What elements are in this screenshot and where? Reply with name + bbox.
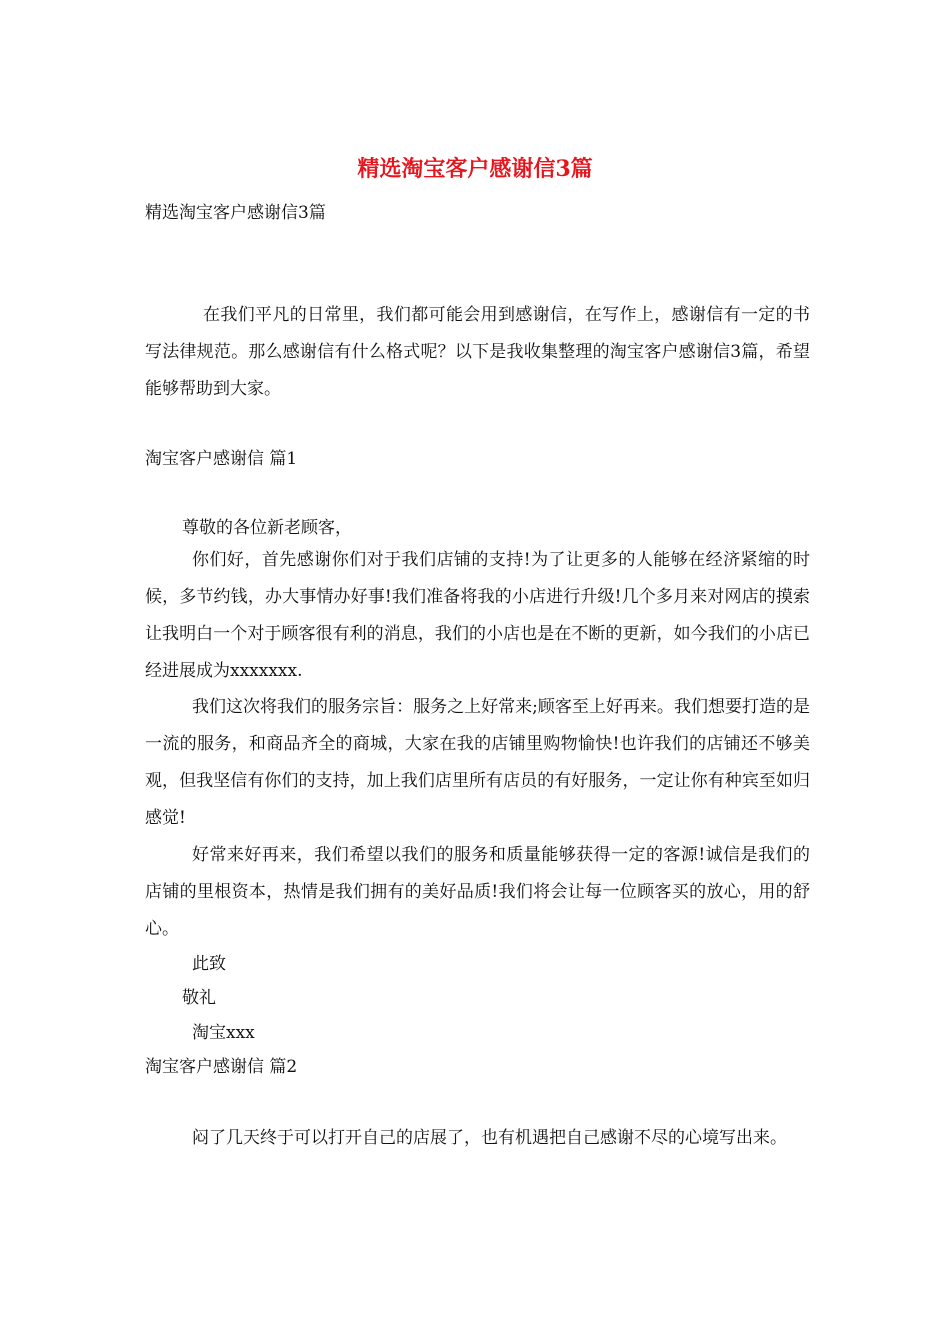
section1-paragraph-2: 我们这次将我们的服务宗旨：服务之上好常来;顾客至上好再来。我们想要打造的是一流的服务，和商品齐全的商城，大家在我的店铺里购物愉快!也许我们的店铺还不够美观，但我坚信有你们的支持，加上我们店里所有店员的有好服务，一定让你有种宾至如归感觉! [145, 697, 810, 828]
section1-paragraph-3: 好常来好再来，我们希望以我们的服务和质量能够获得一定的客源!诚信是我们的店铺的里根资本，热情是我们拥有的美好品质!我们将会让每一位顾客买的放心，用的舒心。 [145, 845, 810, 939]
section1-heading: 淘宝客户感谢信 篇1 [145, 449, 298, 469]
document-title: 精选淘宝客户感谢信3篇 [357, 156, 593, 182]
section1-closing-2: 敬礼 [182, 988, 216, 1008]
document-subtitle: 精选淘宝客户感谢信3篇 [145, 203, 326, 223]
section2-heading: 淘宝客户感谢信 篇2 [145, 1057, 298, 1077]
section1-salutation: 尊敬的各位新老顾客， [182, 518, 352, 538]
section1-closing-1: 此致 [192, 954, 226, 974]
intro-paragraph: 在我们平凡的日常里，我们都可能会用到感谢信，在写作上，感谢信有一定的书写法律规范。那么感谢信有什么格式呢？以下是我收集整理的淘宝客户感谢信3篇，希望能够帮助到大家。 [145, 305, 810, 399]
section1-signature: 淘宝xxx [192, 1023, 255, 1043]
section2-paragraph-1: 闷了几天终于可以打开自己的店展了，也有机遇把自己感谢不尽的心境写出来。 [192, 1128, 787, 1148]
section1-paragraph-1: 你们好，首先感谢你们对于我们店铺的支持!为了让更多的人能够在经济紧缩的时候，多节约钱，办大事情办好事!我们准备将我的小店进行升级!几个多月来对网店的摸索让我明白一个对于顾客很有利的消息，我们的小店也是在不断的更新，如今我们的小店已经进展成为xxxxxxx. [145, 550, 810, 681]
